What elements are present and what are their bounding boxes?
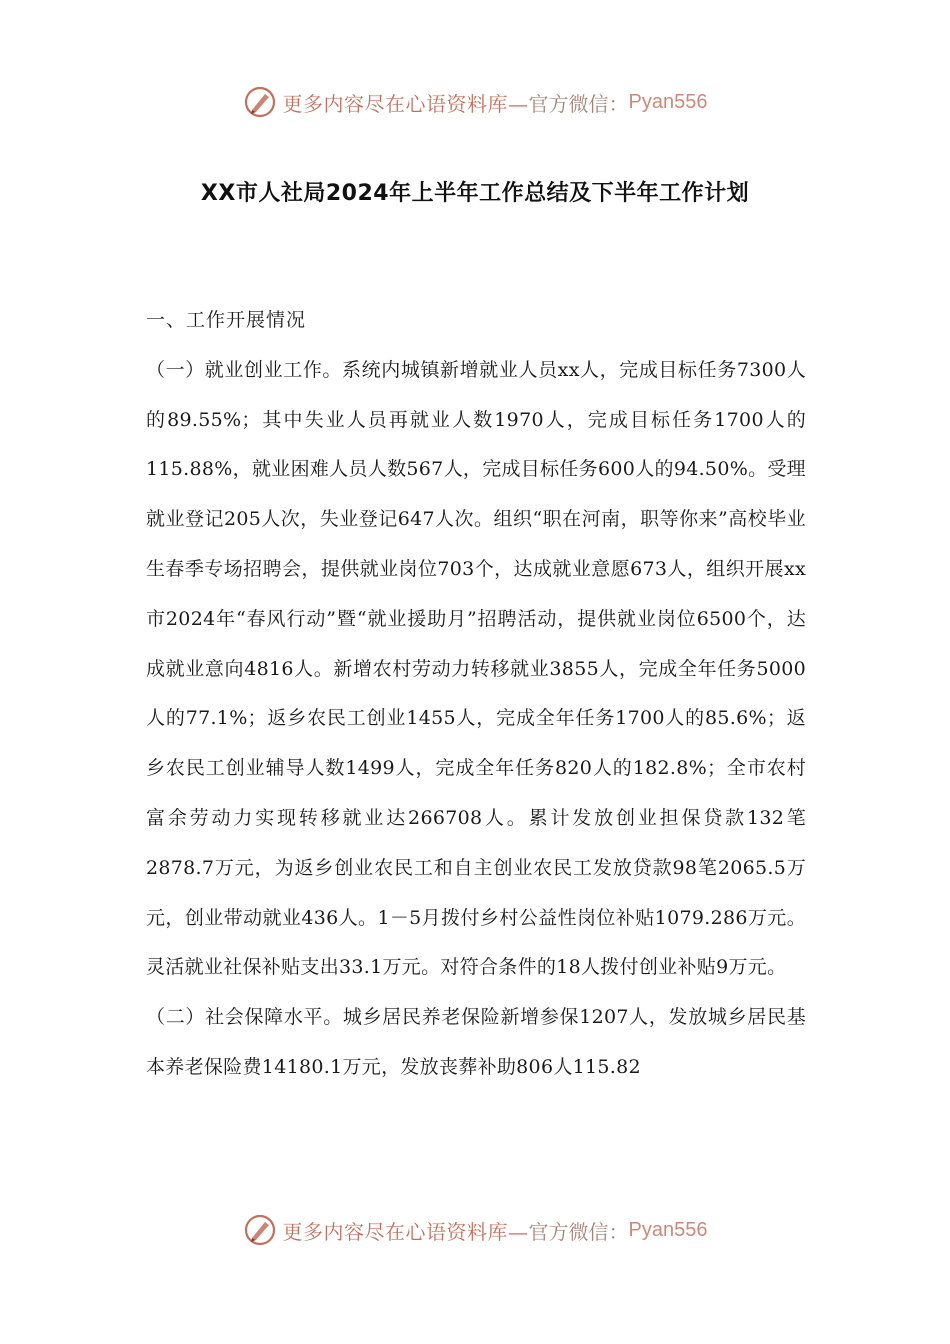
document-body <box>146 296 806 1093</box>
pen-logo-icon <box>243 85 277 119</box>
watermark-wechat-id: Pyan556 <box>628 90 708 113</box>
watermark-wechat-id: Pyan556 <box>628 1218 708 1241</box>
watermark-text: 更多内容尽在心语资料库— <box>282 1219 529 1244</box>
paragraph-social-security: （二）社会保障水平。城乡居民养老保险新增参保1207人，发放城乡居民基本养老保险费14180.1万元，发放丧葬补助806人115.82 <box>146 1006 806 1078</box>
paragraph-employment: （一）就业创业工作。系统内城镇新增就业人员xx人，完成目标任务7300人的89.55%；其中失业人员再就业人数1970人，完成目标任务1700人的115.88%，就业困难人员人数567人，完成目标任务600人的94.50%。受理就业登记205人次，失业登记647人次。组织“职在河南，职等你来”高校毕业生春季专场招聘会，提供就业岗位703个，达成就业意愿673人，组织开展xx市2024年“春风行动”暨“就业援助月”招聘活动，提供就业岗位6500个，达成就业意向4816人。新增农村劳动力转移就业3855人，完成全年任务5000人的77.1%；返乡农民工创业1455人，完成全年任务1700人的85.6%；返乡农民工创业辅导人数1499人，完成全年任务820人的182.8%；全市农村富余劳动力实现转移就业达266708人。累计发放创业担保贷款132笔2878.7万元，为返乡创业农民工和自主创业农民工发放贷款98笔2065.5万元，创业带动就业436人。1－5月拨付乡村公益性岗位补贴1079.286万元。灵活就业社保补贴支出33.1万元。对符合条件的18人拨付创业补贴9万元。 <box>146 358 806 979</box>
watermark-footer <box>0 1210 950 1250</box>
section-heading: 一、工作开展情况 <box>146 309 307 331</box>
watermark-wechat-label: 官方微信： <box>528 91 629 116</box>
watermark-text: 更多内容尽在心语资料库— <box>282 91 529 116</box>
document-title: XX市人社局2024年上半年工作总结及下半年工作计划 <box>200 181 750 206</box>
watermark-header <box>0 82 950 122</box>
pen-logo-icon <box>243 1213 277 1247</box>
watermark-wechat-label: 官方微信： <box>528 1219 629 1244</box>
